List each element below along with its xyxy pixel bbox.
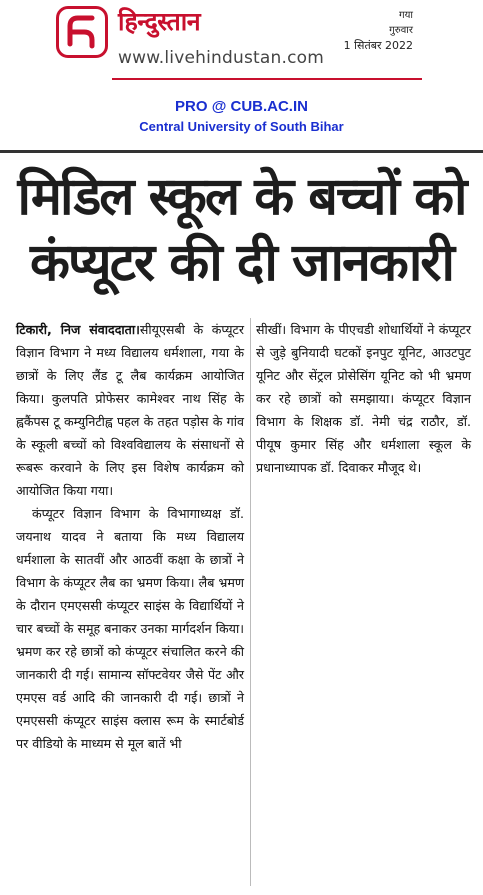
university-name-line: Central University of South Bihar xyxy=(139,119,344,134)
article-paragraph xyxy=(16,318,244,502)
newspaper-website: www.livehindustan.com xyxy=(118,48,324,68)
edition-city: गया xyxy=(398,10,413,21)
masthead xyxy=(0,0,483,90)
article-column-2 xyxy=(256,318,471,479)
article-paragraph: कंप्यूटर विज्ञान विभाग के विभागाध्यक्ष डॉ. जयनाथ यादव ने बताया कि मध्य विद्यालय धर्मशाला के सातवीं और आठवीं कक्षा के छात्रों ने विभाग के कंप्यूटर लैब का भ्रमण किया। लैब भ्रमण के दौरान एमएससी कंप्यूटर साइंस के विद्यार्थियों ने चार बच्चों के समूह बनाकर उनका मार्गदर्शन किया। भ्रमण कर रहे छात्रों को कंप्यूटर संचालित करने की जानकारी दी गई। सामान्य सॉफ्टवेयर जैसे पेंट और एमएस वर्ड आदि की जानकारी दी गई। छात्रों ने एमएससी कंप्यूटर साइंस क्लास रूम के स्मार्टबोर्ड पर वीडियो के माध्यम से मूल बातें भी xyxy=(16,506,244,751)
masthead-rule xyxy=(112,78,422,80)
column-divider xyxy=(250,318,251,886)
edition-day: गुरुवार xyxy=(389,25,413,36)
byline: टिकारी, निज संवाददाता। xyxy=(16,322,140,337)
newspaper-brand: हिन्दुस्तान xyxy=(118,7,201,36)
edition-meta xyxy=(344,8,413,53)
article-paragraph: सीखीं। विभाग के पीएचडी शोधार्थियों ने कंप्यूटर से जुड़े बुनियादी घटकों इनपुट यूनिट, आउटपुट यूनिट और सेंट्रल प्रोसेसिंग यूनिट को भी भ्रमण कर रहे छात्रों को समझाया। कंप्यूटर विज्ञान विभाग के शिक्षक डॉ. नेमी चंद्र राठौर, डॉ. पीयूष कुमार सिंह और धर्मशाला स्कूल के प्रधानाध्यापक डॉ. दिवाकर मौजूद थे। xyxy=(256,322,471,475)
headline-line-1: मिडिल स्कूल के बच्चों को xyxy=(17,167,466,227)
headline-line-2: कंप्यूटर की दी जानकारी xyxy=(29,233,454,293)
edition-date: 1 सितंबर 2022 xyxy=(343,39,413,52)
paragraph-text: सीयूएसबी के कंप्यूटर विज्ञान विभाग ने मध्य विद्यालय धर्मशाला, गया के छात्रों के लिए लैंड टू लैब कार्यक्रम आयोजित किया। कुलपति प्रोफेसर कामेश्वर नाथ सिंह के ह्वकैंपस टू कम्युनिटीह्व पहल के तहत पड़ोस के गांव के स्कूली बच्चों को विश्वविद्यालय के संसाधनों से रूबरू करवाने के लिए इस विशेष कार्यक्रम को आयोजित किया गया। xyxy=(16,322,244,498)
hindustan-logo-icon xyxy=(56,6,108,58)
pro-email-line: PRO @ CUB.AC.IN xyxy=(175,98,308,115)
article-column-1 xyxy=(16,318,244,755)
article-headline xyxy=(0,150,483,298)
